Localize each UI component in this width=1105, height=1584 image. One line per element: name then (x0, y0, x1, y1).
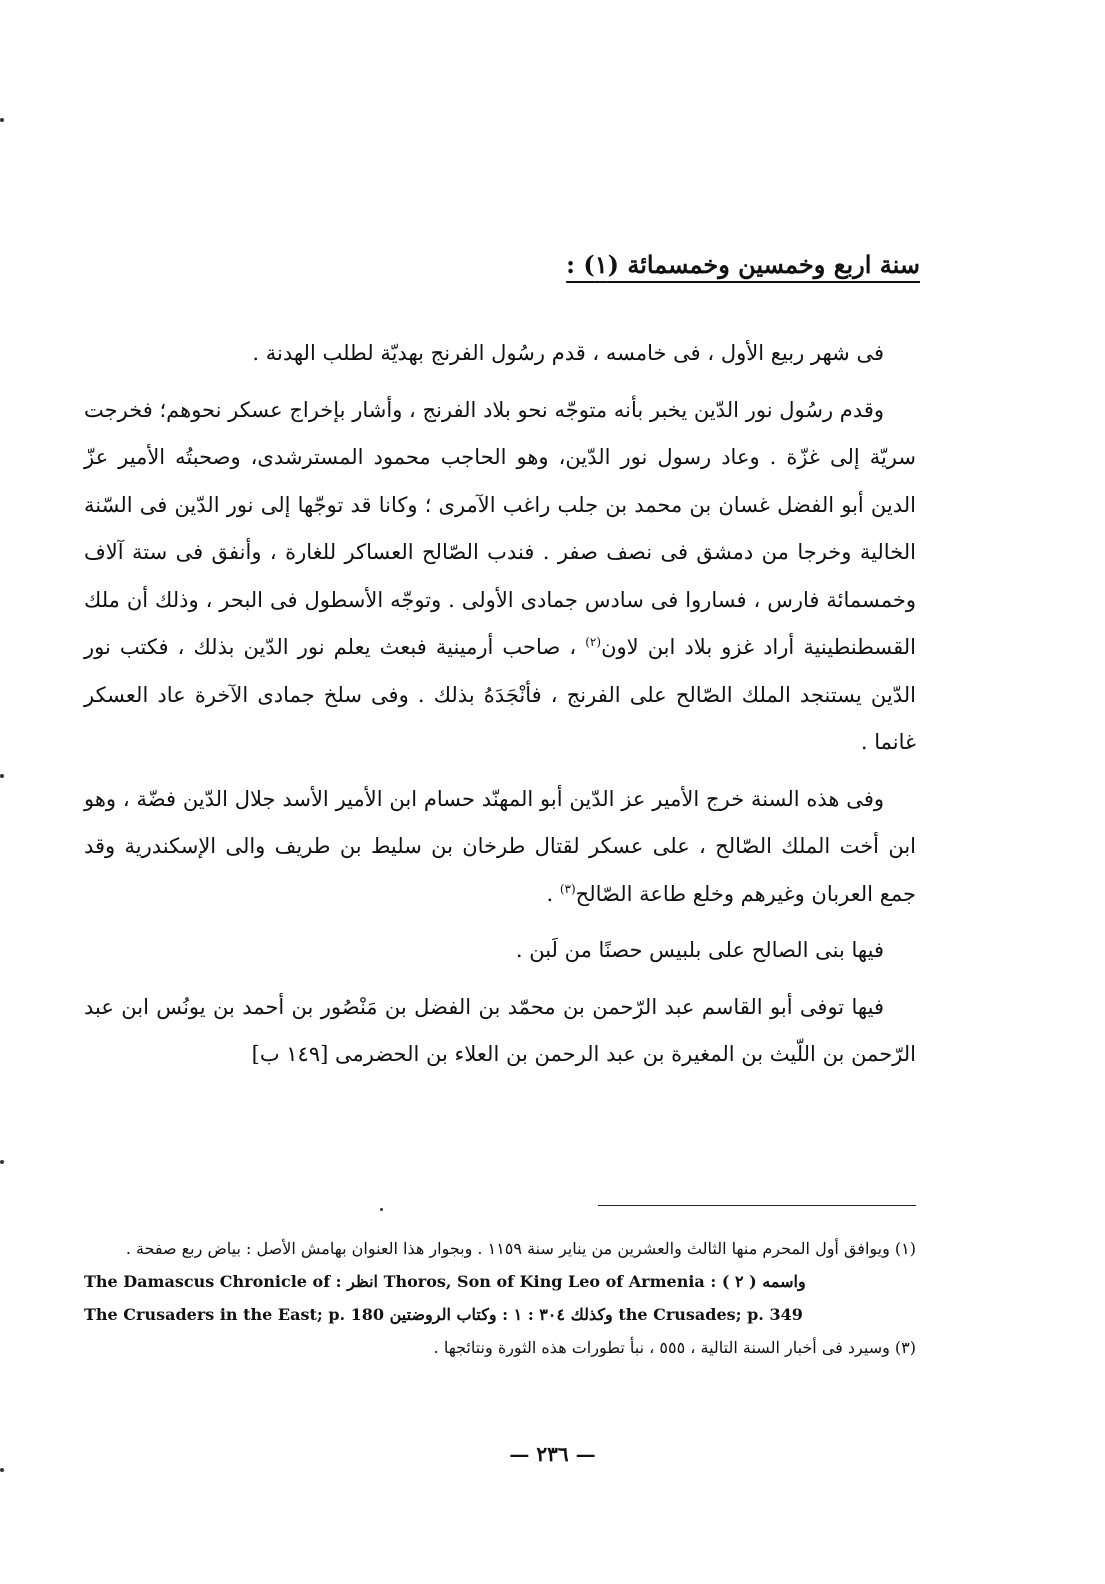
scan-speck (0, 1160, 4, 1164)
page-number: — ٢٣٦ — (509, 1442, 596, 1466)
main-text (84, 330, 916, 1079)
footnote-2-line-2: The Crusaders in the East; p. 180 وكذلك ٣٠٤ : ١ : وكتاب الروضتين the Crusades; p. 349 (84, 1305, 803, 1324)
footnotes (84, 1232, 916, 1364)
paragraph-3-end: . (546, 881, 560, 906)
scan-speck (0, 1468, 4, 1472)
scan-speck (0, 118, 4, 122)
paragraph-2-continued: ، صاحب أرمينية فبعث يعلم نور الدّين بذلك ، فكتب نور الدّين يستنجد الملك الصّالح على الفرنج ، فأنْجَدَهُ بذلك . وفى سلخ جمادى الآخرة عاد العسكر غانما . (84, 635, 916, 754)
footnote-separator (598, 1205, 916, 1206)
scan-speck (380, 1208, 383, 1211)
footnote-1: (١) ويوافق أول المحرم منها الثالث والعشرين من يناير سنة ١١٥٩ . وبجوار هذا العنوان بهامش الأصل : بياض ربع صفحة . (125, 1239, 916, 1258)
footnote-3: (٣) وسيرد فى أخبار السنة التالية ، ٥٥٥ ، نبأ تطورات هذه الثورة ونتائجها . (433, 1338, 916, 1357)
scan-speck (0, 774, 4, 778)
paragraph-2-text: وقدم رسُول نور الدّين يخبر بأنه متوجّه نحو بلاد الفرنج ، وأشار بإخراج عسكر نحوهم؛ فخرجت سريّة إلى غزّة . وعاد رسول نور الدّين، وهو الحاجب محمود المسترشدى، وصحبتُه الأمير عزّ الدين أبو الفضل غسان بن محمد بن جلب راغب الآمرى ؛ وكانا قد توجّها إلى نور الدّين فى السّنة الخالية وخرجا من دمشق فى نصف صفر . فندب الصّالح العساكر للغارة ، وأنفق فى ستة آلاف وخمسمائة فارس ، فساروا فى سادس جمادى الأولى . وتوجّه الأسطول فى البحر ، وذلك أن ملك القسطنطينية أراد غزو بلاد ابن لاون (84, 397, 916, 659)
paragraph-5: فيها توفى أبو القاسم عبد الرّحمن بن محمّد بن الفضل بن مَنْصُور بن أحمد بن يونُس ابن عبد الرّحمن بن اللّيث بن المغيرة بن عبد الرحمن بن العلاء بن الحضرمى [١٤٩ ب] (84, 994, 916, 1066)
paragraph-1: فى شهر ربيع الأول ، فى خامسه ، قدم رسُول الفرنج بهديّة لطلب الهدنة . (252, 341, 884, 365)
footnote-2-line-1: The Damascus Chronicle of : انظر Thoros, Son of King Leo of Armenia : واسمه ( ٢ ) (84, 1272, 806, 1291)
paragraph-3-text: وفى هذه السنة خرج الأمير عز الدّين أبو المهنّد حسام ابن الأمير الأسد جلال الدّين فضّة ، وهو ابن أخت الملك الصّالح ، على عسكر لقتال طرخان بن سليط بن طريف والى الإسكندرية وقد جمع العربان وغيرهم وخلع طاعة الصّالح (84, 786, 916, 906)
paragraph-2 (84, 387, 916, 767)
paragraph-3 (84, 776, 916, 919)
section-heading: سنة اربع وخمسين وخمسمائة (١) : (566, 250, 920, 279)
paragraph-4: فيها بنى الصالح على بلبيس حصنًا من لَبن . (515, 938, 884, 962)
footnote-mark-2: (٢) (585, 635, 602, 649)
footnote-mark-3: (٣) (559, 881, 576, 896)
